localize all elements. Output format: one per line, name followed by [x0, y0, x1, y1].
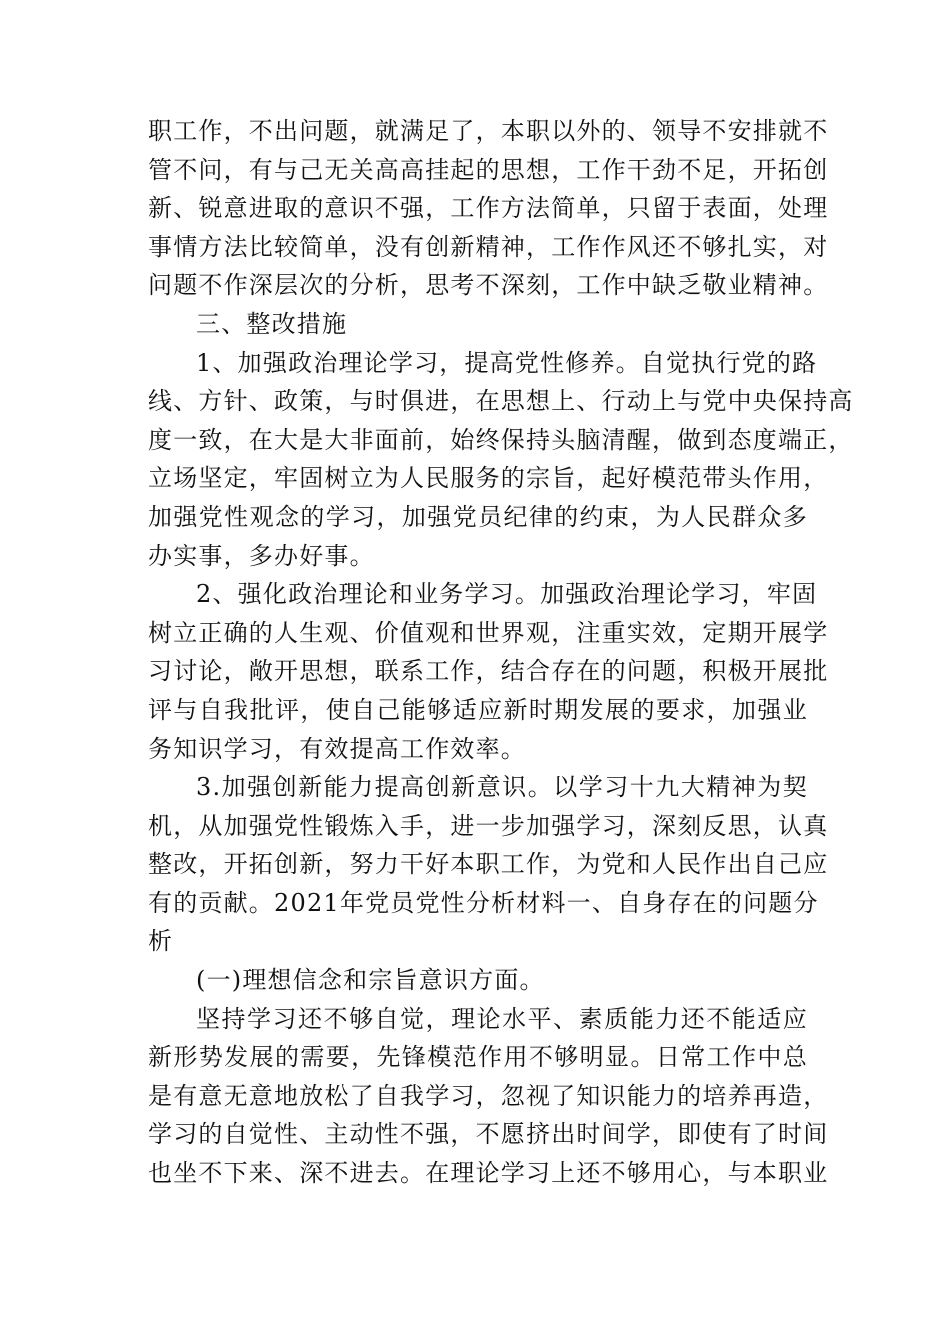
text-line: 也坐不下来、深不进去。在理论学习上还不够用心，与本职业 [148, 1159, 829, 1188]
text-line: 新形势发展的需要，先锋模范作用不够明显。日常工作中总 [148, 1043, 808, 1072]
text-line: 习讨论，敞开思想，联系工作，结合存在的问题，积极开展批 [148, 657, 829, 686]
text-line: 职工作，不出问题，就满足了，本职以外的、领导不安排就不 [148, 117, 829, 145]
text-line: 是有意无意地放松了自我学习，忽视了知识能力的培养再造， [148, 1081, 829, 1110]
text-line: 树立正确的人生观、价值观和世界观，注重实效，定期开展学 [148, 618, 829, 647]
text-line: (一)理想信念和宗旨意识方面。 [196, 966, 545, 995]
text-line: 新、锐意进取的意识不强，工作方法简单，只留于表面，处理 [148, 194, 829, 223]
text-line: 3.加强创新能力提高创新意识。以学习十九大精神为契 [196, 773, 808, 802]
text-line: 机，从加强党性锻炼入手，进一步加强学习，深刻反思，认真 [148, 811, 829, 840]
text-line: 析 [148, 927, 174, 956]
text-line: 评与自我批评，使自己能够适应新时期发展的要求，加强业 [148, 695, 808, 724]
text-line: 立场坚定，牢固树立为人民服务的宗旨，起好模范带头作用， [148, 464, 829, 493]
text-line: 2、强化政治理论和业务学习。加强政治理论学习，牢固 [196, 580, 818, 609]
text-line: 线、方针、政策，与时俱进，在思想上、行动上与党中央保持高 [148, 387, 854, 416]
text-line: 1、加强政治理论学习，提高党性修养。自觉执行党的路 [196, 348, 818, 377]
text-line: 办实事，多办好事。 [148, 541, 375, 570]
text-line: 三、整改措施 [196, 309, 348, 338]
text-line: 务知识学习，有效提高工作效率。 [148, 734, 526, 763]
text-line: 有的贡献。2021年党员党性分析材料一、自身存在的问题分 [148, 888, 819, 917]
text-line: 事情方法比较简单，没有创新精神，工作作风还不够扎实，对 [148, 232, 829, 261]
text-line: 度一致，在大是大非面前，始终保持头脑清醒，做到态度端正， [148, 425, 854, 454]
text-line: 学习的自觉性、主动性不强，不愿挤出时间学，即使有了时间 [148, 1120, 829, 1149]
text-line: 加强党性观念的学习，加强党员纪律的约束，为人民群众多 [148, 502, 808, 531]
text-line: 坚持学习还不够自觉，理论水平、素质能力还不能适应 [196, 1004, 808, 1033]
document-body [148, 112, 854, 1193]
text-line: 问题不作深层次的分析，思考不深刻，工作中缺乏敬业精神。 [148, 271, 829, 300]
text-line: 管不问，有与己无关高高挂起的思想，工作干劲不足，开拓创 [148, 155, 829, 184]
text-line: 整改，开拓创新，努力干好本职工作，为党和人民作出自己应 [148, 850, 829, 879]
